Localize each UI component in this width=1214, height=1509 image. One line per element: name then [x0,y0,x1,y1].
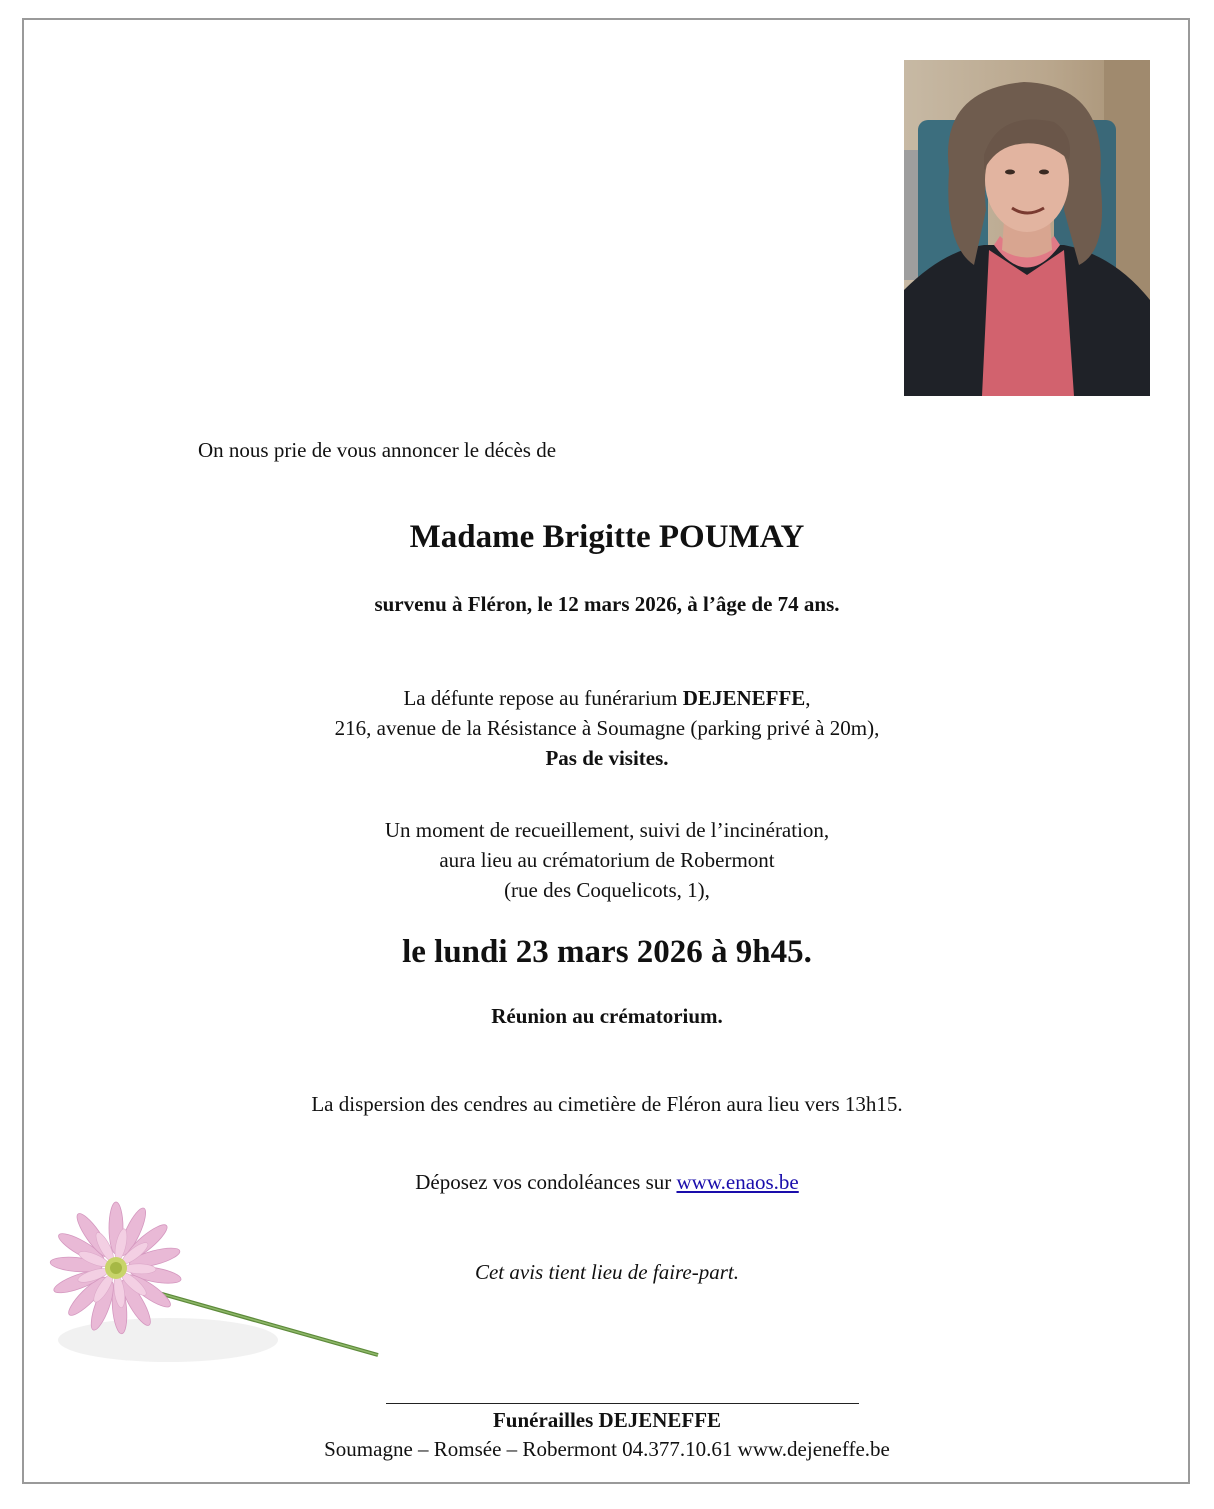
flower-image [48,1190,393,1400]
condolences-line: Déposez vos condoléances sur www.enaos.be [415,1170,799,1194]
deceased-name: Madame Brigitte POUMAY [409,519,805,555]
death-details: survenu à Fléron, le 12 mars 2026, à l’âge de 74 ans. [374,592,840,616]
ceremony-line2: aura lieu au crématorium de Robermont [439,848,775,872]
faire-part-notice: Cet avis tient lieu de faire-part. [474,1260,739,1284]
footer-divider [386,1403,859,1404]
funerarium-name: DEJENEFFE [682,686,806,710]
footer-title: Funérailles DEJENEFFE [492,1408,722,1432]
funerarium-address: 216, avenue de la Résistance à Soumagne (parking privé à 20m), [334,716,880,740]
ceremony-line3: (rue des Coquelicots, 1), [504,878,710,902]
reunion-notice: Réunion au crématorium. [491,1004,723,1028]
footer-info: Soumagne – Romsée – Robermont 04.377.10.61 www.dejeneffe.be [324,1437,890,1461]
funerarium-line1: La défunte repose au funérarium DEJENEFFE, [403,686,811,710]
ceremony-info [0,815,1214,905]
ceremony-date: le lundi 23 mars 2026 à 9h45. [402,934,812,970]
no-visits-notice: Pas de visites. [545,746,669,770]
ceremony-line1: Un moment de recueillement, suivi de l’incinération, [384,818,830,842]
dispersion-notice: La dispersion des cendres au cimetière de Fléron aura lieu vers 13h15. [311,1092,903,1116]
portrait-photo [904,60,1150,396]
condolences-link[interactable]: www.enaos.be [676,1170,799,1194]
funerarium-info [0,683,1214,773]
intro-text: On nous prie de vous annoncer le décès de [198,438,557,462]
